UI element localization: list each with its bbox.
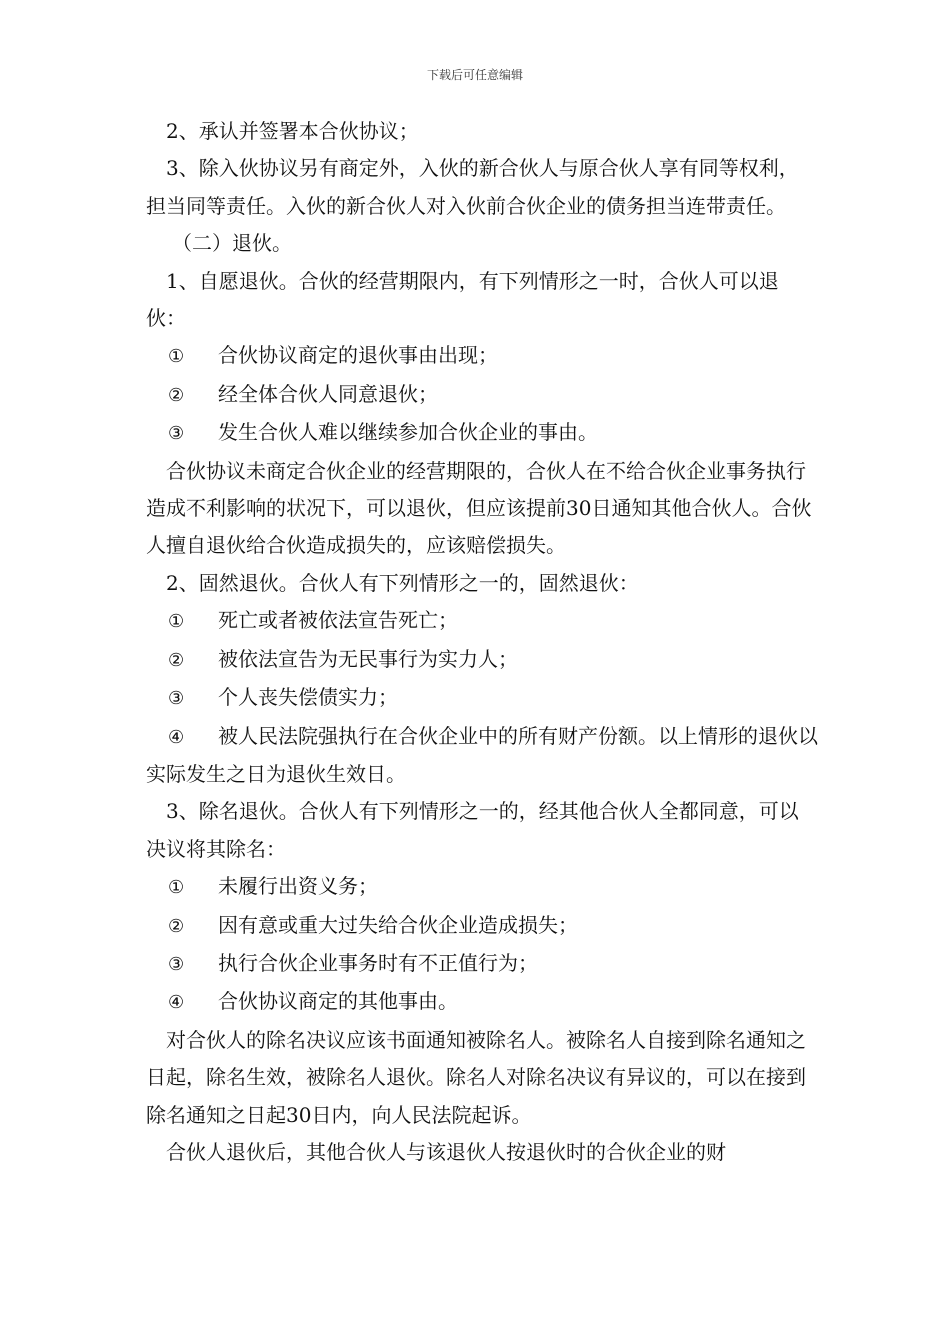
list-number: ② bbox=[168, 649, 185, 671]
list-number: ① bbox=[168, 611, 185, 633]
paragraph: 合伙协议未商定合伙企业的经营期限的，合伙人在不给合伙企业事务执行造成不利影响的状况下，可以退伙，但应该提前30日通知其他合伙人。合伙人擅自退伙给合伙造成损失的，应该赔偿损失。 bbox=[146, 458, 812, 558]
list-item-text: 发生合伙人难以继续参加合伙企业的事由。 bbox=[218, 420, 598, 445]
page-header: 下载后可任意编辑 bbox=[426, 68, 523, 82]
list-item-text: 未履行出资义务； bbox=[218, 874, 378, 899]
list-item bbox=[146, 414, 818, 452]
list-number: ③ bbox=[168, 953, 185, 975]
document-body bbox=[146, 113, 818, 1171]
list-item-text: 经全体合伙人同意退伙； bbox=[218, 381, 438, 406]
list-number: ③ bbox=[168, 423, 185, 445]
list-item bbox=[146, 907, 818, 945]
list-number: ④ bbox=[168, 992, 185, 1014]
list-number: ③ bbox=[168, 688, 185, 710]
list-item bbox=[146, 602, 818, 640]
list-item-text: 被人民法院强执行在合伙企业中的所有财产份额。以上情形的退伙以实际发生之日为退伙生效日。 bbox=[146, 723, 818, 786]
list-item bbox=[146, 641, 818, 679]
list-item bbox=[146, 679, 818, 717]
list-number: ④ bbox=[168, 726, 185, 748]
paragraph: 3、除名退伙。合伙人有下列情形之一的，经其他合伙人全都同意，可以决议将其除名： bbox=[146, 799, 799, 861]
list-item-text: 个人丧失偿债实力； bbox=[218, 685, 398, 710]
list-item bbox=[146, 376, 818, 414]
list-number: ② bbox=[168, 915, 185, 937]
section-heading: （二）退伙。 bbox=[172, 231, 292, 256]
list-item bbox=[146, 337, 818, 375]
paragraph: 1、自愿退伙。合伙的经营期限内，有下列情形之一时，合伙人可以退伙： bbox=[146, 268, 779, 331]
list-item-text: 执行合伙企业事务时有不正值行为； bbox=[218, 950, 538, 975]
list-number: ② bbox=[168, 384, 185, 406]
list-item bbox=[146, 945, 818, 983]
list-item-text: 死亡或者被依法宣告死亡； bbox=[218, 608, 458, 633]
paragraph: 3、除入伙协议另有商定外，入伙的新合伙人与原合伙人享有同等权利，担当同等责任。入伙的新合伙人对入伙前合伙企业的债务担当连带责任。 bbox=[146, 156, 799, 218]
list-item-text: 合伙协议商定的其他事由。 bbox=[218, 989, 458, 1014]
list-item bbox=[146, 718, 818, 794]
list-number: ① bbox=[168, 877, 185, 899]
paragraph: 合伙人退伙后，其他合伙人与该退伙人按退伙时的合伙企业的财 bbox=[166, 1139, 726, 1164]
list-item-text: 被依法宣告为无民事行为实力人； bbox=[218, 646, 518, 671]
list-item bbox=[146, 868, 818, 906]
list-item-text: 合伙协议商定的退伙事由出现； bbox=[218, 343, 498, 368]
list-item-text: 因有意或重大过失给合伙企业造成损失； bbox=[218, 912, 578, 937]
paragraph: 对合伙人的除名决议应该书面通知被除名人。被除名人自接到除名通知之日起，除名生效，被除名人退伙。除名人对除名决议有异议的，可以在接到除名通知之日起30日内，向人民法院起诉。 bbox=[146, 1027, 806, 1127]
list-item bbox=[146, 983, 818, 1021]
paragraph: 2、承认并签署本合伙协议； bbox=[166, 119, 419, 143]
paragraph: 2、固然退伙。合伙人有下列情形之一的，固然退伙： bbox=[166, 570, 639, 595]
list-number: ① bbox=[168, 346, 185, 368]
